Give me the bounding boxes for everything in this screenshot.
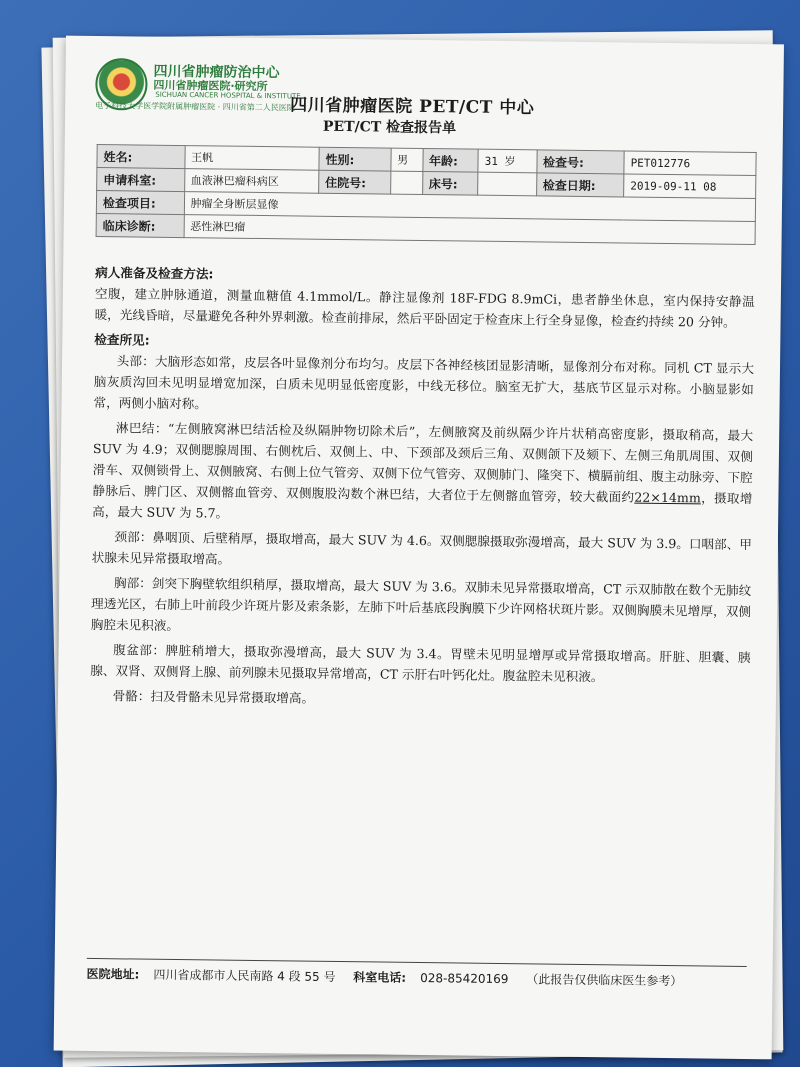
dept-value: 血液淋巴瘤科病区 (184, 169, 319, 194)
diagnosis-value: 恶性淋巴瘤 (184, 215, 756, 245)
name-label: 姓名: (97, 145, 185, 169)
prep-text: 空腹，建立肿脉通道，测量血糖值 4.1mmol/L。静注显像剂 18F-FDG 8.9mCi，患者静坐休息，室内保持安静温暖，光线昏暗，尽量避免各种外界刺激。检查前排尿，然后平卧固定于检查床上行全身显像，检查约持续 20 分钟。 (94, 285, 755, 330)
findings-chest: 胸部：剑突下胸壁软组织稍厚，摄取增高，最大 SUV 为 3.6。双肺未见异常摄取增高，CT 示双肺散在数个无肺纹理透光区，右肺上叶前段少许斑片影及索条影，左肺下叶后基底段胸膜下少许网格状斑片影。双侧胸膜未见增厚，双侧胸腔未见积液。 (90, 575, 752, 634)
dept-label: 申请科室: (97, 168, 185, 192)
footer-note: （此报告仅供临床医生参考） (526, 972, 683, 989)
report-title: PET/CT 检查报告单 (322, 118, 457, 137)
findings-head: 头部：大脑形态如常，皮层各叶显像剂分布均匀。皮层下各神经核团显影清晰，显像剂分布对称。同机 CT 显示大脑灰质沟回未见明显增宽加深，白质未见明显低密度影，中线无移位。脑室无扩大，基底节区显示对称。小脑显影如常，两侧小脑对称。 (93, 353, 755, 412)
findings-abdomen: 腹盆部：脾脏稍增大，摄取弥漫增高，最大 SUV 为 3.4。胃壁未见明显增厚或异常摄取增高。肝脏、胆囊、胰腺、双肾、双侧肾上腺、前列腺未见摄取异常增高，CT 示肝右叶钙化灶。腹盆腔未见积液。 (90, 642, 751, 685)
diagnosis-label: 临床诊断: (96, 213, 184, 237)
findings-bone: 骨骼：扫及骨骼未见异常摄取增高。 (112, 688, 315, 706)
exam-date-label: 检查日期: (536, 173, 624, 197)
org-title: 四川省肿瘤医院 PET/CT 中心 (290, 95, 535, 119)
logo-text-english: SICHUAN CANCER HOSPITAL & INSTITUTE (155, 90, 301, 101)
report-footer (86, 958, 746, 990)
findings-lymph-size: 22×14mm (634, 489, 701, 506)
exam-no-value: PET012776 (624, 151, 756, 176)
phone-label: 科室电话: (353, 970, 407, 985)
name-value: 王帆 (184, 146, 319, 171)
bed-no-label: 床号: (422, 171, 478, 195)
findings-lymph-a: 淋巴结：“左侧腋窝淋巴结活检及纵隔肿物切除术后”，左侧腋窝及前纵隔少许片状稍高密度影，摄取稍高，最大 SUV 为 4.9；双侧腮腺周围、右侧枕后、双侧上、中、下颈部及颈后三角、双侧颌下及颏下、左侧三角肌周围、双侧滑车、双侧锁骨上、双侧腋窝、右侧上位气管旁、双侧下位气管旁、双侧肺门、隆突下、横膈前组、腹主动脉旁、下腔静脉后、脾门区、双侧髂血管旁、双侧腹股沟数个淋巴结，大者位于左侧髂血管旁，较大截面约 (92, 420, 754, 505)
prep-title: 病人准备及检查方法: (95, 264, 214, 282)
address-label: 医院地址: (86, 966, 140, 982)
inpatient-no-label: 住院号: (319, 170, 391, 194)
exam-item-label: 检查项目: (96, 190, 184, 214)
findings-title: 检查所见: (94, 331, 150, 348)
patient-info-table (96, 144, 757, 245)
age-label: 年龄: (422, 148, 478, 172)
sex-value: 男 (390, 148, 422, 171)
findings-lymph-b: ，摄取增高，最大 SUV 为 5.7。 (92, 490, 753, 521)
exam-date-value: 2019-09-11 08 (624, 174, 756, 199)
sex-label: 性别: (319, 147, 391, 171)
logo-text-line2: 四川省肿瘤医院·研究所 (153, 78, 268, 94)
address-value: 四川省成都市人民南路 4 段 55 号 (153, 967, 336, 984)
findings-neck: 颈部：鼻咽顶、后壁稍厚，摄取增高，最大 SUV 为 4.6。双侧腮腺摄取弥漫增高，最大 SUV 为 3.9。口咽部、甲状腺未见异常摄取增高。 (91, 529, 752, 567)
logo-text-line1: 四川省肿瘤防治中心 (153, 63, 280, 82)
age-value: 31 岁 (478, 149, 537, 173)
bed-no-value (478, 172, 537, 196)
exam-no-label: 检查号: (536, 150, 624, 174)
inpatient-no-value (390, 171, 422, 194)
exam-item-value: 肿瘤全身断层显像 (184, 192, 756, 222)
phone-value: 028-85420169 (420, 971, 509, 987)
report-body (90, 262, 755, 718)
findings-lymph (92, 417, 753, 530)
logo-subline: 电子科技大学医学院附属肿瘤医院 · 四川省第二人民医院 (95, 100, 295, 113)
report-sheet (54, 36, 784, 1060)
